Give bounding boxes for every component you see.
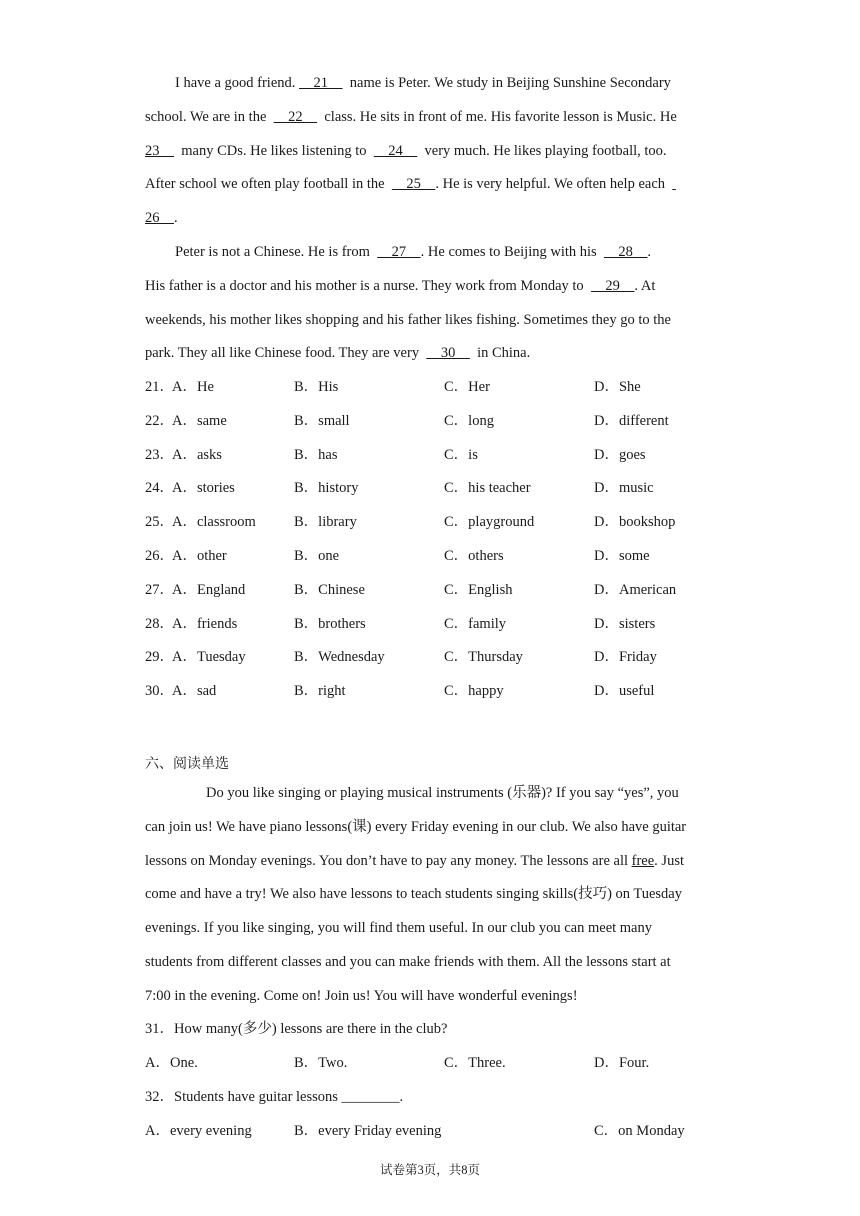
text-segment: very much. He likes playing football, too. — [417, 142, 667, 159]
underlined-text: 24 — [373, 142, 418, 159]
option-c[interactable]: C．Thursday — [444, 649, 523, 666]
option-a[interactable]: A．sad — [172, 683, 217, 700]
text-segment: park. They all like Chinese food. They are very — [145, 345, 427, 362]
option-b[interactable]: B．Chinese — [294, 581, 365, 598]
question-number: 22． — [145, 412, 174, 429]
option-a[interactable]: A．asks — [172, 446, 222, 463]
option-a[interactable]: A．England — [172, 581, 246, 598]
text-segment: . He is very helpful. We often help each — [435, 176, 673, 193]
text-segment: school. We are in the — [145, 108, 274, 125]
question-number: 28． — [145, 615, 174, 632]
option-c[interactable]: C．is — [444, 446, 478, 463]
question-number: 27． — [145, 581, 174, 598]
text-segment: evenings. If you like singing, you will find them useful. In our club you can meet many — [145, 920, 652, 937]
passage-line — [206, 783, 679, 803]
underlined-text: 22 — [273, 108, 318, 125]
option-a[interactable]: A．Tuesday — [172, 649, 246, 666]
question-32-option-b[interactable]: B．every Friday evening — [294, 1123, 442, 1139]
option-d[interactable]: D．goes — [594, 446, 646, 463]
underlined-text: 28 — [603, 244, 648, 260]
text-segment: come and have a try! We also have lessons to teach students singing skills(技巧) on Tuesday — [145, 886, 682, 903]
option-a[interactable]: A．classroom — [172, 514, 256, 531]
text-segment: class. He sits in front of me. His favorite lesson is Music. He — [317, 108, 677, 125]
text-segment: . — [647, 244, 652, 260]
text-segment: Do you like singing or playing musical instruments (乐器)? If you say “yes”, you — [206, 785, 679, 801]
option-c[interactable]: C．playground — [444, 514, 535, 531]
question-31-option-b[interactable]: B．Two. — [294, 1055, 348, 1071]
text-segment: After school we often play football in the — [145, 176, 392, 193]
option-a[interactable]: A．friends — [172, 615, 238, 632]
option-c[interactable]: C．Her — [444, 379, 490, 395]
text-segment: name is Peter. We study in Beijing Sunshine Secondary — [342, 75, 671, 91]
question-31-option-a[interactable]: A．One. — [145, 1055, 198, 1071]
question-number: 25． — [145, 514, 174, 531]
option-b[interactable]: B．right — [294, 683, 346, 700]
text-segment: can join us! We have piano lessons(课) every Friday evening in our club. We also have guitar — [145, 818, 687, 835]
option-a[interactable]: A．stories — [172, 480, 235, 497]
passage-line — [145, 817, 686, 837]
question-number: 23． — [145, 446, 174, 463]
text-segment: 7:00 in the evening. Come on! Join us! You will have wonderful evenings! — [145, 987, 578, 1004]
underlined-text: free — [631, 852, 655, 869]
text-segment: . Just — [654, 852, 684, 869]
option-b[interactable]: B．His — [294, 379, 339, 395]
passage-line — [145, 310, 671, 330]
option-a[interactable]: A．other — [172, 548, 227, 564]
page-footer: 试卷第3页，共8页 — [379, 1163, 480, 1177]
option-d[interactable]: D．Friday — [594, 649, 657, 666]
text-segment: weekends, his mother likes shopping and his father likes fishing. Sometimes they go to the — [145, 311, 671, 328]
question-31-option-c[interactable]: C．Three. — [444, 1055, 506, 1071]
option-a[interactable]: A．same — [172, 412, 227, 429]
option-b[interactable]: B．brothers — [294, 615, 366, 632]
underlined-text: 23 — [145, 142, 174, 159]
question-32-option-a[interactable]: A．every evening — [145, 1123, 252, 1139]
underlined-text — [672, 176, 676, 192]
option-d[interactable]: D．American — [594, 581, 677, 598]
question-32-stem: 32．Students have guitar lessons ________. — [145, 1089, 404, 1105]
option-b[interactable]: B．history — [294, 480, 359, 497]
question-number: 29． — [145, 649, 174, 666]
text-segment: lessons on Monday evenings. You don’t have to pay any money. The lessons are all — [145, 852, 632, 869]
section-title: 六、阅读单选 — [145, 756, 229, 772]
option-d[interactable]: D．different — [594, 412, 669, 429]
question-number: 26． — [145, 548, 174, 564]
passage-line — [145, 208, 178, 228]
passage-line — [145, 343, 530, 363]
option-d[interactable]: D．She — [594, 379, 641, 395]
question-number: 21． — [145, 379, 174, 395]
passage-line — [145, 884, 682, 904]
passage-line — [175, 73, 671, 93]
question-31-stem: 31．How many(多少) lessons are there in the club? — [145, 1021, 448, 1037]
passage-line — [145, 276, 655, 296]
option-a[interactable]: A．He — [172, 379, 214, 395]
option-b[interactable]: B．small — [294, 412, 350, 429]
option-b[interactable]: B．one — [294, 548, 340, 564]
passage-line — [145, 141, 667, 161]
text-segment: Peter is not a Chinese. He is from — [175, 244, 378, 260]
passage-line — [145, 952, 671, 972]
text-segment: I have a good friend. — [175, 75, 300, 91]
question-32-option-c[interactable]: C．on Monday — [594, 1123, 685, 1139]
option-d[interactable]: D．some — [594, 548, 650, 564]
text-segment: in China. — [469, 345, 531, 362]
option-b[interactable]: B．Wednesday — [294, 649, 385, 666]
text-segment: . — [174, 210, 178, 227]
option-c[interactable]: C．long — [444, 412, 494, 429]
option-b[interactable]: B．has — [294, 446, 338, 463]
underlined-text: 26 — [145, 210, 174, 227]
option-c[interactable]: C．family — [444, 615, 507, 632]
text-segment: . At — [634, 277, 656, 294]
underlined-text: 27 — [377, 244, 421, 260]
underlined-text: 25 — [391, 176, 436, 193]
underlined-text: 29 — [590, 277, 635, 294]
text-segment: many CDs. He likes listening to — [174, 142, 374, 159]
question-31-option-d[interactable]: D．Four. — [594, 1055, 650, 1071]
option-c[interactable]: C．his teacher — [444, 480, 531, 497]
question-number: 24． — [145, 480, 174, 497]
option-d[interactable]: D．bookshop — [594, 514, 676, 531]
option-c[interactable]: C．happy — [444, 683, 504, 700]
passage-line — [145, 174, 676, 194]
underlined-text: 21 — [299, 75, 343, 91]
option-b[interactable]: B．library — [294, 514, 357, 531]
passage-line — [145, 986, 578, 1006]
text-segment: students from different classes and you can make friends with them. All the lessons start at — [145, 954, 671, 970]
passage-line — [145, 851, 684, 871]
text-segment: . He comes to Beijing with his — [420, 244, 604, 260]
passage-line — [175, 242, 651, 262]
option-c[interactable]: C．others — [444, 548, 504, 564]
option-d[interactable]: D．sisters — [594, 615, 656, 632]
underlined-text: 30 — [426, 345, 470, 362]
text-segment: His father is a doctor and his mother is a nurse. They work from Monday to — [145, 277, 591, 294]
option-d[interactable]: D．music — [594, 480, 654, 497]
option-c[interactable]: C．English — [444, 581, 513, 598]
passage-line — [145, 107, 677, 127]
option-d[interactable]: D．useful — [594, 683, 655, 700]
passage-line — [145, 918, 652, 938]
question-number: 30． — [145, 683, 174, 700]
